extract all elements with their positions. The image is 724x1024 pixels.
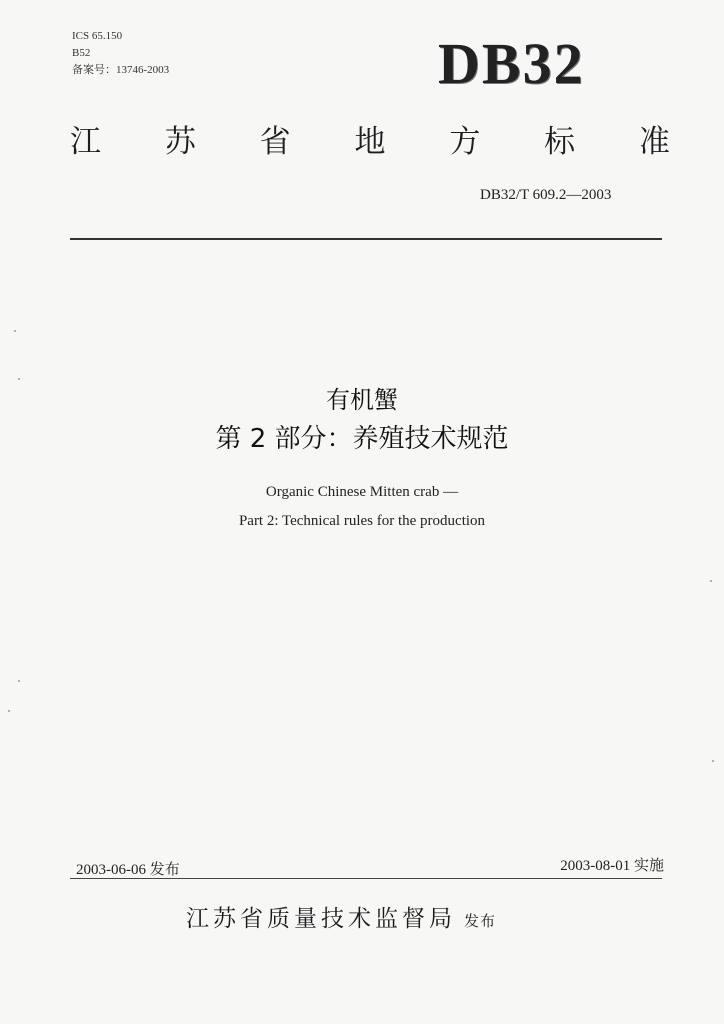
standard-type-heading — [70, 122, 670, 162]
heading-char: 准 — [638, 124, 670, 160]
heading-char: 方 — [449, 124, 481, 160]
scan-speck — [14, 330, 16, 332]
scan-speck — [18, 378, 20, 380]
heading-char: 标 — [544, 124, 576, 160]
heading-char: 江 — [70, 124, 101, 160]
heading-char: 地 — [354, 124, 386, 160]
implementation-date: 2003-08-01 实施 — [560, 858, 664, 874]
scan-speck — [712, 760, 714, 762]
issuer-name: 江苏省质量技术监督局 — [186, 906, 456, 932]
title-chinese-main: 有机蟹 — [326, 386, 398, 414]
record-number: 备案号：13746-2003 — [72, 64, 170, 76]
ccs-code: B52 — [72, 47, 91, 59]
standard-code: DB32/T 609.2—2003 — [480, 187, 612, 203]
scan-speck — [18, 680, 20, 682]
publish-date: 2003-06-06 发布 — [76, 862, 180, 878]
title-english-part: Part 2: Technical rules for the production — [238, 513, 486, 529]
title-chinese-part: 第 2 部分：养殖技术规范 — [215, 424, 509, 454]
title-english-main: Organic Chinese Mitten crab — — [265, 484, 459, 500]
ics-code: ICS 65.150 — [72, 30, 123, 42]
heading-char: 省 — [259, 124, 291, 160]
classification-block — [72, 28, 169, 79]
issuing-authority — [186, 900, 496, 933]
heading-char: 苏 — [164, 124, 196, 160]
top-divider — [70, 238, 662, 240]
bottom-divider — [70, 878, 662, 879]
db-logo: DB32 — [438, 31, 585, 96]
scan-speck — [710, 580, 712, 582]
scan-speck — [8, 710, 10, 712]
issuer-suffix: 发布 — [464, 912, 497, 930]
